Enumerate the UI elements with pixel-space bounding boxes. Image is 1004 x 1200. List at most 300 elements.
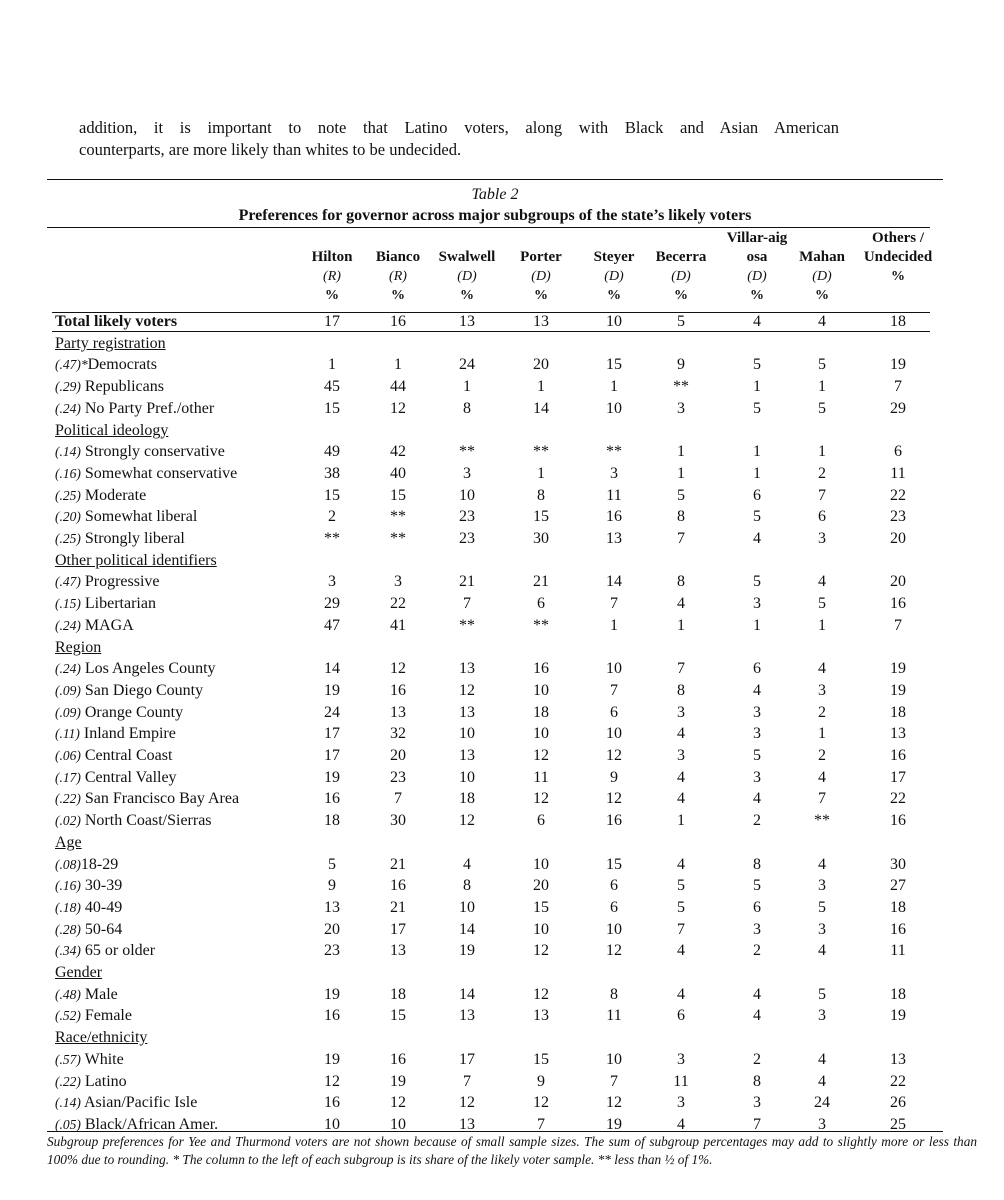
value-cell: **: [533, 443, 549, 461]
value-cell: 3: [753, 920, 761, 938]
table-row: [0, 919, 1004, 941]
subgroup-share: (.11): [55, 726, 80, 742]
column-unit: %: [325, 288, 339, 303]
value-cell: 3: [463, 464, 471, 482]
intro-paragraph: [79, 117, 839, 161]
value-cell: 40: [390, 464, 406, 482]
value-cell: 10: [533, 920, 549, 938]
column-party: (D): [531, 269, 551, 284]
table-row: [0, 1092, 1004, 1114]
value-cell: 1: [753, 464, 761, 482]
column-name: Mahan: [799, 249, 845, 265]
value-cell: 19: [890, 681, 906, 699]
table-row: [0, 1005, 1004, 1027]
value-cell: 14: [324, 660, 340, 678]
value-cell: 7: [610, 681, 618, 699]
value-cell: 7: [610, 595, 618, 613]
subgroup-name: Central Coast: [80, 747, 173, 764]
subgroup-share: (.18): [55, 899, 81, 915]
table-row: [0, 810, 1004, 832]
value-cell: 8: [677, 681, 685, 699]
value-cell: 30: [533, 530, 549, 547]
value-cell: 18: [390, 985, 406, 1003]
section-heading: Party registration: [55, 334, 166, 352]
value-cell: 16: [324, 790, 340, 808]
header-spacer: [297, 229, 367, 248]
value-cell: 12: [324, 1072, 340, 1090]
value-cell: 17: [390, 920, 406, 938]
value-cell: 6: [677, 1007, 685, 1025]
value-cell: 1: [753, 378, 761, 396]
subgroup-share: (.28): [55, 921, 81, 937]
row-label: [55, 897, 122, 918]
value-cell: 4: [753, 313, 761, 330]
table-row: [0, 1071, 1004, 1093]
value-cell: 20: [890, 530, 906, 547]
value-cell: 13: [533, 1007, 549, 1025]
value-cell: 2: [753, 1050, 761, 1068]
value-cell: 3: [818, 530, 826, 547]
value-cell: 1: [818, 616, 826, 634]
column-name: Steyer: [593, 249, 635, 265]
subgroup-share: (.22): [55, 791, 81, 807]
section-heading: Region: [55, 638, 102, 656]
value-cell: 6: [818, 508, 826, 526]
value-cell: 4: [677, 1115, 685, 1133]
value-cell: 26: [890, 1094, 906, 1112]
value-cell: 5: [818, 595, 826, 613]
value-cell: 20: [533, 877, 549, 895]
value-cell: 13: [459, 747, 475, 764]
value-cell: 19: [606, 1115, 622, 1133]
value-cell: 13: [390, 942, 406, 960]
column-party: (R): [389, 269, 407, 284]
subgroup-share: (.08): [55, 856, 81, 872]
row-label: [55, 854, 118, 875]
column-unit: %: [534, 288, 548, 303]
subgroup-share: (.15): [55, 596, 81, 612]
value-cell: 4: [677, 942, 685, 960]
subgroup-name: North Coast/Sierras: [80, 812, 212, 830]
subgroup-name: Orange County: [80, 703, 184, 721]
value-cell: 7: [818, 486, 826, 504]
subgroup-share: (.09): [55, 682, 81, 698]
value-cell: 1: [328, 356, 336, 374]
row-label: [55, 485, 146, 506]
value-cell: 1: [818, 378, 826, 396]
value-cell: 21: [533, 573, 549, 591]
value-cell: 3: [394, 573, 402, 591]
subgroup-name: Inland Empire: [79, 725, 176, 743]
value-cell: 13: [459, 1115, 475, 1133]
table-row: [0, 1049, 1004, 1071]
value-cell: 2: [818, 703, 826, 721]
value-cell: 29: [324, 595, 340, 613]
value-cell: 15: [533, 508, 549, 526]
value-cell: 10: [324, 1115, 340, 1133]
value-cell: 38: [324, 464, 340, 482]
value-cell: 30: [890, 855, 906, 873]
subgroup-name: Progressive: [80, 573, 160, 591]
value-cell: 16: [324, 1007, 340, 1025]
subgroup-share: (.14): [55, 444, 81, 460]
value-cell: 7: [894, 378, 902, 396]
value-cell: 3: [677, 1094, 685, 1112]
value-cell: 18: [890, 898, 906, 916]
value-cell: 1: [394, 356, 402, 374]
table-row: [0, 897, 1004, 919]
value-cell: 20: [890, 573, 906, 591]
value-cell: 10: [533, 855, 549, 873]
value-cell: 49: [324, 443, 340, 461]
subgroup-name: Strongly conservative: [80, 443, 225, 461]
value-cell: 12: [459, 812, 475, 830]
value-cell: 3: [818, 1115, 826, 1133]
row-label: [55, 463, 237, 484]
column-name: Others /: [871, 230, 925, 246]
value-cell: 3: [818, 877, 826, 895]
total-label: Total likely voters: [55, 313, 178, 330]
subgroup-name: Los Angeles County: [80, 660, 216, 678]
value-cell: 47: [324, 616, 340, 634]
value-cell: 13: [606, 530, 622, 547]
subgroup-share: (.16): [55, 878, 81, 894]
value-cell: 23: [890, 508, 906, 526]
value-cell: 4: [677, 725, 685, 743]
value-cell: 3: [753, 768, 761, 786]
value-cell: 21: [390, 898, 406, 916]
value-cell: 19: [324, 985, 340, 1003]
subgroup-name: Republicans: [80, 378, 164, 396]
value-cell: 13: [890, 1050, 906, 1068]
value-cell: 3: [677, 747, 685, 764]
value-cell: 29: [890, 399, 906, 417]
row-label: [55, 810, 212, 831]
table-row: [0, 485, 1004, 507]
column-unit: %: [460, 288, 474, 303]
subgroup-name: 65 or older: [80, 942, 156, 960]
table-row: [0, 723, 1004, 745]
value-cell: 5: [753, 356, 761, 374]
row-label: [55, 919, 122, 940]
value-cell: 15: [606, 855, 622, 873]
value-cell: 13: [459, 703, 475, 721]
value-cell: 5: [753, 508, 761, 526]
row-label: [55, 788, 239, 809]
value-cell: 3: [677, 1050, 685, 1068]
value-cell: 17: [459, 1050, 475, 1068]
table-top-rule: [47, 179, 943, 180]
value-cell: 2: [753, 812, 761, 830]
value-cell: 3: [677, 703, 685, 721]
value-cell: 5: [818, 356, 826, 374]
value-cell: 19: [890, 356, 906, 374]
value-cell: 12: [606, 790, 622, 808]
value-cell: 11: [890, 942, 906, 960]
value-cell: 6: [610, 877, 618, 895]
value-cell: 10: [533, 725, 549, 743]
value-cell: 11: [890, 464, 906, 482]
value-cell: 3: [753, 595, 761, 613]
table-footnote: Subgroup preferences for Yee and Thurmond voters are not shown because of small sample sizes. The sum of subgroup percentages may add to slightly more or less than 100% due to rounding. * The column to the left of each subgroup is its share of the likely voter sample. ** less than ½ of 1%.: [47, 1134, 977, 1167]
value-cell: 12: [533, 985, 549, 1003]
table-row: [0, 680, 1004, 702]
table-title: Preferences for governor across major subgroups of the state’s likely voters: [238, 207, 752, 224]
subgroup-share: (.25): [55, 487, 81, 503]
value-cell: 22: [390, 595, 406, 613]
value-cell: 4: [753, 790, 761, 808]
value-cell: 3: [677, 399, 685, 417]
column-name: Hilton: [311, 249, 353, 265]
row-label: [55, 528, 185, 549]
value-cell: 16: [390, 877, 406, 895]
value-cell: 25: [890, 1115, 906, 1133]
subgroup-name: San Francisco Bay Area: [80, 790, 240, 808]
value-cell: 7: [894, 616, 902, 634]
value-cell: **: [390, 508, 406, 526]
table-bottom-rule: [47, 1131, 943, 1132]
table-row: [0, 354, 1004, 376]
value-cell: 4: [818, 660, 826, 678]
value-cell: 8: [753, 855, 761, 873]
value-cell: 12: [606, 942, 622, 960]
value-cell: 12: [390, 660, 406, 678]
value-cell: 21: [390, 855, 406, 873]
value-cell: 3: [818, 681, 826, 699]
header-spacer: [584, 229, 644, 248]
value-cell: 6: [537, 595, 545, 613]
value-cell: 2: [818, 747, 826, 764]
column-name: Becerra: [655, 249, 707, 265]
value-cell: 14: [606, 573, 622, 591]
column-party: (D): [812, 269, 832, 284]
value-cell: 7: [610, 1072, 618, 1090]
value-cell: 5: [753, 747, 761, 764]
column-unit: %: [750, 288, 764, 303]
value-cell: **: [533, 616, 549, 634]
value-cell: 18: [459, 790, 475, 808]
column-name-cont: osa: [746, 249, 768, 265]
column-unit: %: [607, 288, 621, 303]
value-cell: 23: [459, 530, 475, 547]
value-cell: 23: [324, 942, 340, 960]
value-cell: 18: [324, 812, 340, 830]
subgroup-share: (.05): [55, 1116, 81, 1132]
value-cell: 8: [537, 486, 545, 504]
value-cell: 5: [328, 855, 336, 873]
intro-line-2: counterparts, are more likely than whites to be undecided.: [79, 140, 462, 159]
table-row: [0, 615, 1004, 637]
subgroup-share: (.24): [55, 400, 81, 416]
subgroup-name: Female: [80, 1007, 132, 1025]
column-unit: %: [674, 288, 688, 303]
value-cell: 15: [390, 486, 406, 504]
value-cell: 12: [459, 1094, 475, 1112]
value-cell: 4: [753, 985, 761, 1003]
value-cell: 12: [533, 790, 549, 808]
subgroup-name: Democrats: [87, 356, 157, 374]
value-cell: 9: [537, 1072, 545, 1090]
value-cell: 30: [390, 812, 406, 830]
value-cell: 1: [610, 616, 618, 634]
subgroup-share: (.09): [55, 704, 81, 720]
value-cell: 44: [390, 378, 406, 396]
value-cell: 5: [753, 877, 761, 895]
value-cell: 6: [610, 703, 618, 721]
value-cell: 8: [463, 877, 471, 895]
value-cell: 8: [753, 1072, 761, 1090]
subgroup-share: (.24): [55, 617, 81, 633]
table-row: [0, 767, 1004, 789]
value-cell: 4: [818, 1050, 826, 1068]
value-cell: 23: [390, 768, 406, 786]
value-cell: 4: [677, 595, 685, 613]
value-cell: 32: [390, 725, 406, 743]
value-cell: 3: [753, 725, 761, 743]
value-cell: 15: [324, 486, 340, 504]
value-cell: 4: [753, 530, 761, 547]
column-name: Porter: [520, 249, 562, 265]
value-cell: 18: [890, 985, 906, 1003]
subgroup-name: Latino: [80, 1072, 127, 1090]
value-cell: 1: [677, 443, 685, 461]
subgroup-share: (.06): [55, 748, 81, 763]
value-cell: 10: [606, 1050, 622, 1068]
header-spacer: [791, 229, 853, 248]
table-row: [0, 506, 1004, 528]
section-heading: Age: [55, 833, 82, 851]
table-caption: Table 2: [471, 186, 519, 203]
subgroup-share: (.47)*: [55, 357, 88, 373]
column-header-steyer: [584, 229, 644, 305]
value-cell: 17: [324, 747, 340, 764]
value-cell: 15: [533, 898, 549, 916]
row-label: [55, 571, 160, 592]
subgroup-name: San Diego County: [80, 681, 204, 699]
value-cell: 15: [606, 356, 622, 374]
row-label: [55, 745, 172, 766]
value-cell: 1: [463, 378, 471, 396]
subgroup-name: No Party Pref./other: [80, 399, 215, 417]
subgroup-name: Black/African Amer.: [80, 1115, 219, 1133]
row-label: [55, 506, 197, 527]
subgroup-name: 30-39: [80, 877, 123, 895]
value-cell: 13: [459, 313, 475, 330]
value-cell: 12: [533, 1094, 549, 1112]
subgroup-share: (.48): [55, 986, 81, 1002]
subgroup-name: White: [80, 1050, 124, 1068]
row-label: [55, 658, 216, 679]
value-cell: 15: [390, 1007, 406, 1025]
subgroup-share: (.52): [55, 1008, 81, 1024]
value-cell: 13: [459, 660, 475, 678]
subgroup-name: 18-29: [80, 855, 119, 873]
value-cell: 13: [324, 898, 340, 916]
row-label: [55, 1005, 132, 1026]
row-label: [55, 376, 164, 397]
value-cell: 19: [459, 942, 475, 960]
column-header-villar-aig: [722, 229, 792, 305]
column-party: (D): [457, 269, 477, 284]
total-row: [0, 311, 1004, 333]
value-cell: 1: [818, 443, 826, 461]
value-cell: 16: [890, 595, 906, 613]
value-cell: 10: [606, 313, 622, 330]
value-cell: 6: [753, 660, 761, 678]
column-header-mahan: [791, 229, 853, 305]
subgroup-share: (.24): [55, 661, 81, 677]
value-cell: 17: [324, 725, 340, 743]
row-label: [55, 1071, 127, 1092]
row-label: [55, 1092, 197, 1113]
value-cell: 12: [459, 681, 475, 699]
value-cell: 6: [610, 898, 618, 916]
value-cell: 10: [459, 725, 475, 743]
value-cell: 20: [533, 356, 549, 374]
value-cell: 24: [459, 356, 475, 374]
subgroup-share: (.14): [55, 1095, 81, 1111]
subgroup-share: (.29): [55, 379, 81, 395]
value-cell: 5: [818, 399, 826, 417]
header-spacer: [647, 229, 715, 248]
subgroup-name: Strongly liberal: [80, 530, 185, 547]
column-name: Bianco: [375, 249, 421, 265]
table-row: [0, 571, 1004, 593]
value-cell: 7: [463, 595, 471, 613]
intro-line-1: addition, it is important to note that Latino voters, along with Black and Asian American: [79, 118, 839, 137]
value-cell: 3: [753, 703, 761, 721]
value-cell: 8: [677, 508, 685, 526]
value-cell: 41: [390, 616, 406, 634]
table-row: [0, 745, 1004, 767]
value-cell: 11: [606, 1007, 622, 1025]
value-cell: 1: [677, 812, 685, 830]
table-row: [0, 376, 1004, 398]
section-heading: Political ideology: [55, 421, 169, 439]
header-spacer: [509, 229, 573, 248]
value-cell: 23: [459, 508, 475, 526]
subgroup-share: (.47): [55, 574, 81, 590]
value-cell: 8: [463, 399, 471, 417]
value-cell: 6: [537, 812, 545, 830]
table-row: [0, 593, 1004, 615]
table-row: [0, 658, 1004, 680]
value-cell: 10: [533, 681, 549, 699]
value-cell: 4: [677, 985, 685, 1003]
row-label: [55, 615, 134, 636]
value-cell: 45: [324, 378, 340, 396]
value-cell: 2: [818, 464, 826, 482]
column-header-others: [853, 229, 943, 286]
value-cell: 4: [818, 313, 826, 330]
value-cell: 5: [753, 399, 761, 417]
value-cell: **: [673, 378, 689, 396]
subgroup-share: (.22): [55, 1073, 81, 1089]
subgroup-share: (.16): [55, 465, 81, 481]
value-cell: 7: [677, 660, 685, 678]
row-label: [55, 940, 155, 961]
value-cell: 12: [390, 1094, 406, 1112]
value-cell: 2: [753, 942, 761, 960]
row-label: [55, 702, 183, 723]
value-cell: 10: [459, 898, 475, 916]
row-label: [55, 1049, 124, 1070]
subgroup-name: 40-49: [80, 898, 123, 916]
value-cell: 1: [753, 616, 761, 634]
column-party: (D): [747, 269, 767, 284]
value-cell: 11: [673, 1072, 689, 1090]
table-row: [0, 940, 1004, 962]
